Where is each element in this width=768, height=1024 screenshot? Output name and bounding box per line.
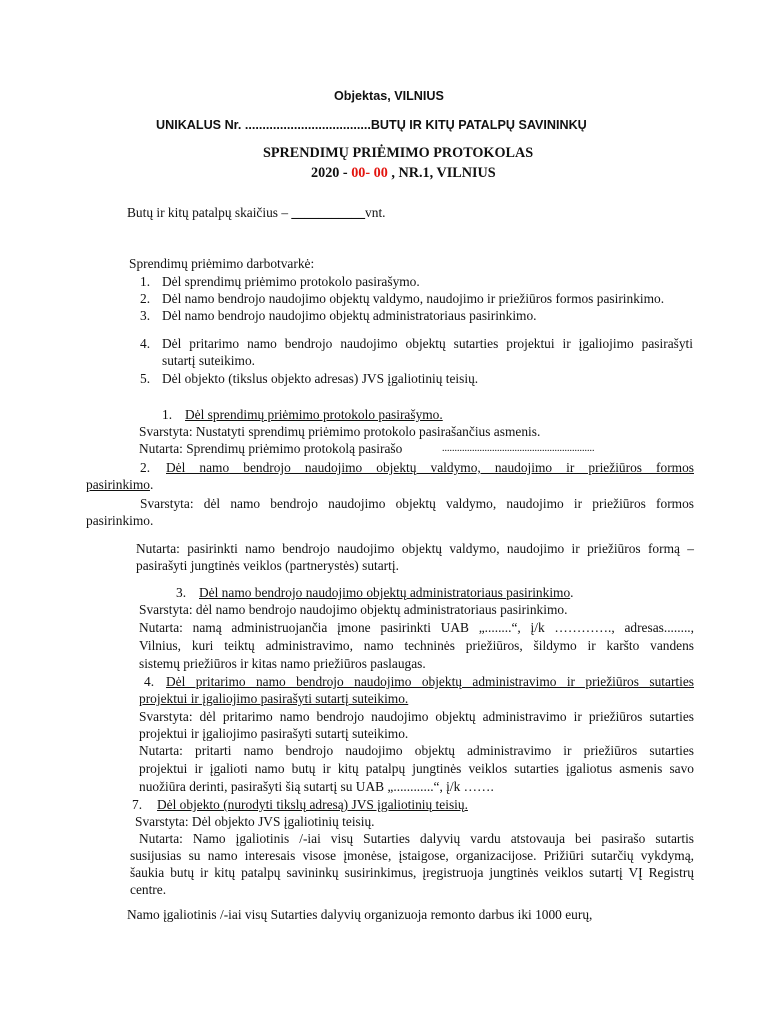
section-4-heading-line-2: projektui ir įgaliojimo pasirašyti sutartį suteikimo. xyxy=(139,691,409,706)
date-month: 00 xyxy=(351,165,366,181)
section-7-decided-line-1: Nutarta: Namo įgaliotinis /-iai visų Sutarties dalyvių vardu atstovauja bei pasirašo sutartis xyxy=(139,831,694,846)
section-7-heading: Dėl objekto (nurodyti tikslų adresą) JVS įgaliotinių teisių. xyxy=(157,797,468,812)
premises-unit: vnt. xyxy=(365,205,386,220)
date-year: 2020 - xyxy=(311,165,352,181)
section-3-considered: Svarstyta: dėl namo bendrojo naudojimo objektų administratoriaus pasirinkimo. xyxy=(139,602,568,617)
section-2-considered-line-2: pasirinkimo. xyxy=(86,513,154,528)
section-2-heading-period: . xyxy=(149,477,154,492)
section-2-decided-line-2: pasirašyti jungtinės veiklos (partnerystės) sutartį. xyxy=(136,558,399,573)
agenda-item-2: Dėl namo bendrojo naudojimo objektų valdymo, naudojimo ir priežiūros formos pasirinkimo. xyxy=(162,291,665,306)
section-7-considered: Svarstyta: Dėl objekto JVS įgaliotinių teisių. xyxy=(135,814,375,829)
section-2-heading-line-2 xyxy=(86,476,153,493)
section-7-number: 7. xyxy=(132,797,143,812)
section-4-considered-line-1: Svarstyta: dėl pritarimo namo bendrojo naudojimo objektų administravimo ir priežiūros sutarties xyxy=(139,709,694,724)
section-3-heading-text: Dėl namo bendrojo naudojimo objektų administratoriaus pasirinkimo xyxy=(199,585,571,600)
section-4-decided-line-3: nuožiūra derinti, pasirašyti šią sutartį su UAB „............“, į/k ……. xyxy=(139,779,494,794)
section-2-heading-line-1: Dėl namo bendrojo naudojimo objektų valdymo, naudojimo ir priežiūros formos xyxy=(166,460,694,475)
section-7-decided-line-3: šaukia butų ir kitų patalpų savininkų susirinkimus, įregistruoja jungtinės veiklos sutartį VĮ Registrų xyxy=(130,865,694,880)
section-2-number: 2. xyxy=(140,460,151,475)
section-3-number: 3. xyxy=(176,585,187,600)
premises-blank: ___________ xyxy=(291,205,366,220)
agenda-item-5: Dėl objekto (tikslus objekto adresas) JVS įgaliotinių teisių. xyxy=(162,371,479,386)
section-7-decided-line-4: centre. xyxy=(130,882,167,897)
section-3-heading-period: . xyxy=(570,585,574,600)
premises-label: Butų ir kitų patalpų skaičius – xyxy=(127,205,292,220)
section-7-last-line: Namo įgaliotinis /-iai visų Sutarties dalyvių organizuoja remonto darbus iki 1000 eurų, xyxy=(127,907,593,922)
protocol-date-line xyxy=(311,165,496,182)
section-4-number: 4. xyxy=(144,674,155,689)
section-4-considered-line-2: projektui ir įgaliojimo pasirašyti sutartį suteikimo. xyxy=(139,726,409,741)
section-1-number: 1. xyxy=(162,407,173,422)
agenda-heading: Sprendimų priėmimo darbotvarkė: xyxy=(129,256,315,271)
section-4-heading-line-1: Dėl pritarimo namo bendrojo naudojimo objektų administravimo ir priežiūros sutarties xyxy=(166,674,694,689)
agenda-num-2: 2. xyxy=(140,291,151,306)
section-1-decided: Nutarta: Sprendimų priėmimo protokolą pasirašo xyxy=(139,441,403,456)
premises-count-line xyxy=(127,204,386,221)
agenda-num-5: 5. xyxy=(140,371,151,386)
section-1-signature-dots: ............................................................. xyxy=(442,443,595,454)
date-number-city: , NR.1, VILNIUS xyxy=(387,165,496,181)
section-3-decided-line-3: sistemų priežiūros ir kitas namo priežiūros paslaugas. xyxy=(139,656,426,671)
agenda-num-4: 4. xyxy=(140,336,151,351)
agenda-item-4-line-2: sutartį suteikimo. xyxy=(162,353,255,368)
date-separator: - xyxy=(365,165,374,181)
object-title: Objektas, VILNIUS xyxy=(334,89,444,103)
section-3-heading xyxy=(199,584,574,601)
section-4-decided-line-1: Nutarta: pritarti namo bendrojo naudojimo objektų administravimo ir priežiūros sutarties xyxy=(139,743,694,758)
section-1-heading: Dėl sprendimų priėmimo protokolo pasirašymo. xyxy=(185,407,443,422)
unique-number-line: UNIKALUS Nr. ....................................BUTŲ IR KITŲ PATALPŲ SAVININKŲ xyxy=(156,118,587,132)
date-day: 00 xyxy=(373,165,388,181)
protocol-title: SPRENDIMŲ PRIĖMIMO PROTOKOLAS xyxy=(263,145,534,161)
agenda-item-4-line-1: Dėl pritarimo namo bendrojo naudojimo objektų sutarties projektui ir įgaliojimo pasirašyti xyxy=(162,336,693,351)
section-7-decided-line-2: susijusias su namo interesais visose įmonėse, įstaigose, organizacijose. Prižiūri sutarčių vykdymą, xyxy=(130,848,694,863)
section-1-considered: Svarstyta: Nustatyti sprendimų priėmimo protokolo pasirašančius asmenis. xyxy=(139,424,541,439)
section-4-decided-line-2: projektui ir įgalioti namo butų ir kitų patalpų jungtinės veiklos sutarties įgaliotus asmenis savo xyxy=(139,761,694,776)
section-3-decided-line-1: Nutarta: namą administruojančia įmone pasirinkti UAB „........“, į/k …………., adresas........, xyxy=(139,620,694,635)
agenda-item-3: Dėl namo bendrojo naudojimo objektų administratoriaus pasirinkimo. xyxy=(162,308,537,323)
agenda-num-3: 3. xyxy=(140,308,151,323)
section-2-decided-line-1: Nutarta: pasirinkti namo bendrojo naudojimo objektų valdymo, naudojimo ir priežiūros formą – xyxy=(136,541,694,556)
agenda-num-1: 1. xyxy=(140,274,151,289)
agenda-item-1: Dėl sprendimų priėmimo protokolo pasirašymo. xyxy=(162,274,420,289)
section-2-considered-line-1: Svarstyta: dėl namo bendrojo naudojimo objektų valdymo, naudojimo ir priežiūros formos xyxy=(140,496,694,511)
section-2-heading-line-2-text: pasirinkimo xyxy=(86,477,150,492)
section-3-decided-line-2: Vilnius, kuri teiktų administravimo, namo techninės priežiūros, šildymo ir karšto vandens xyxy=(139,638,694,653)
